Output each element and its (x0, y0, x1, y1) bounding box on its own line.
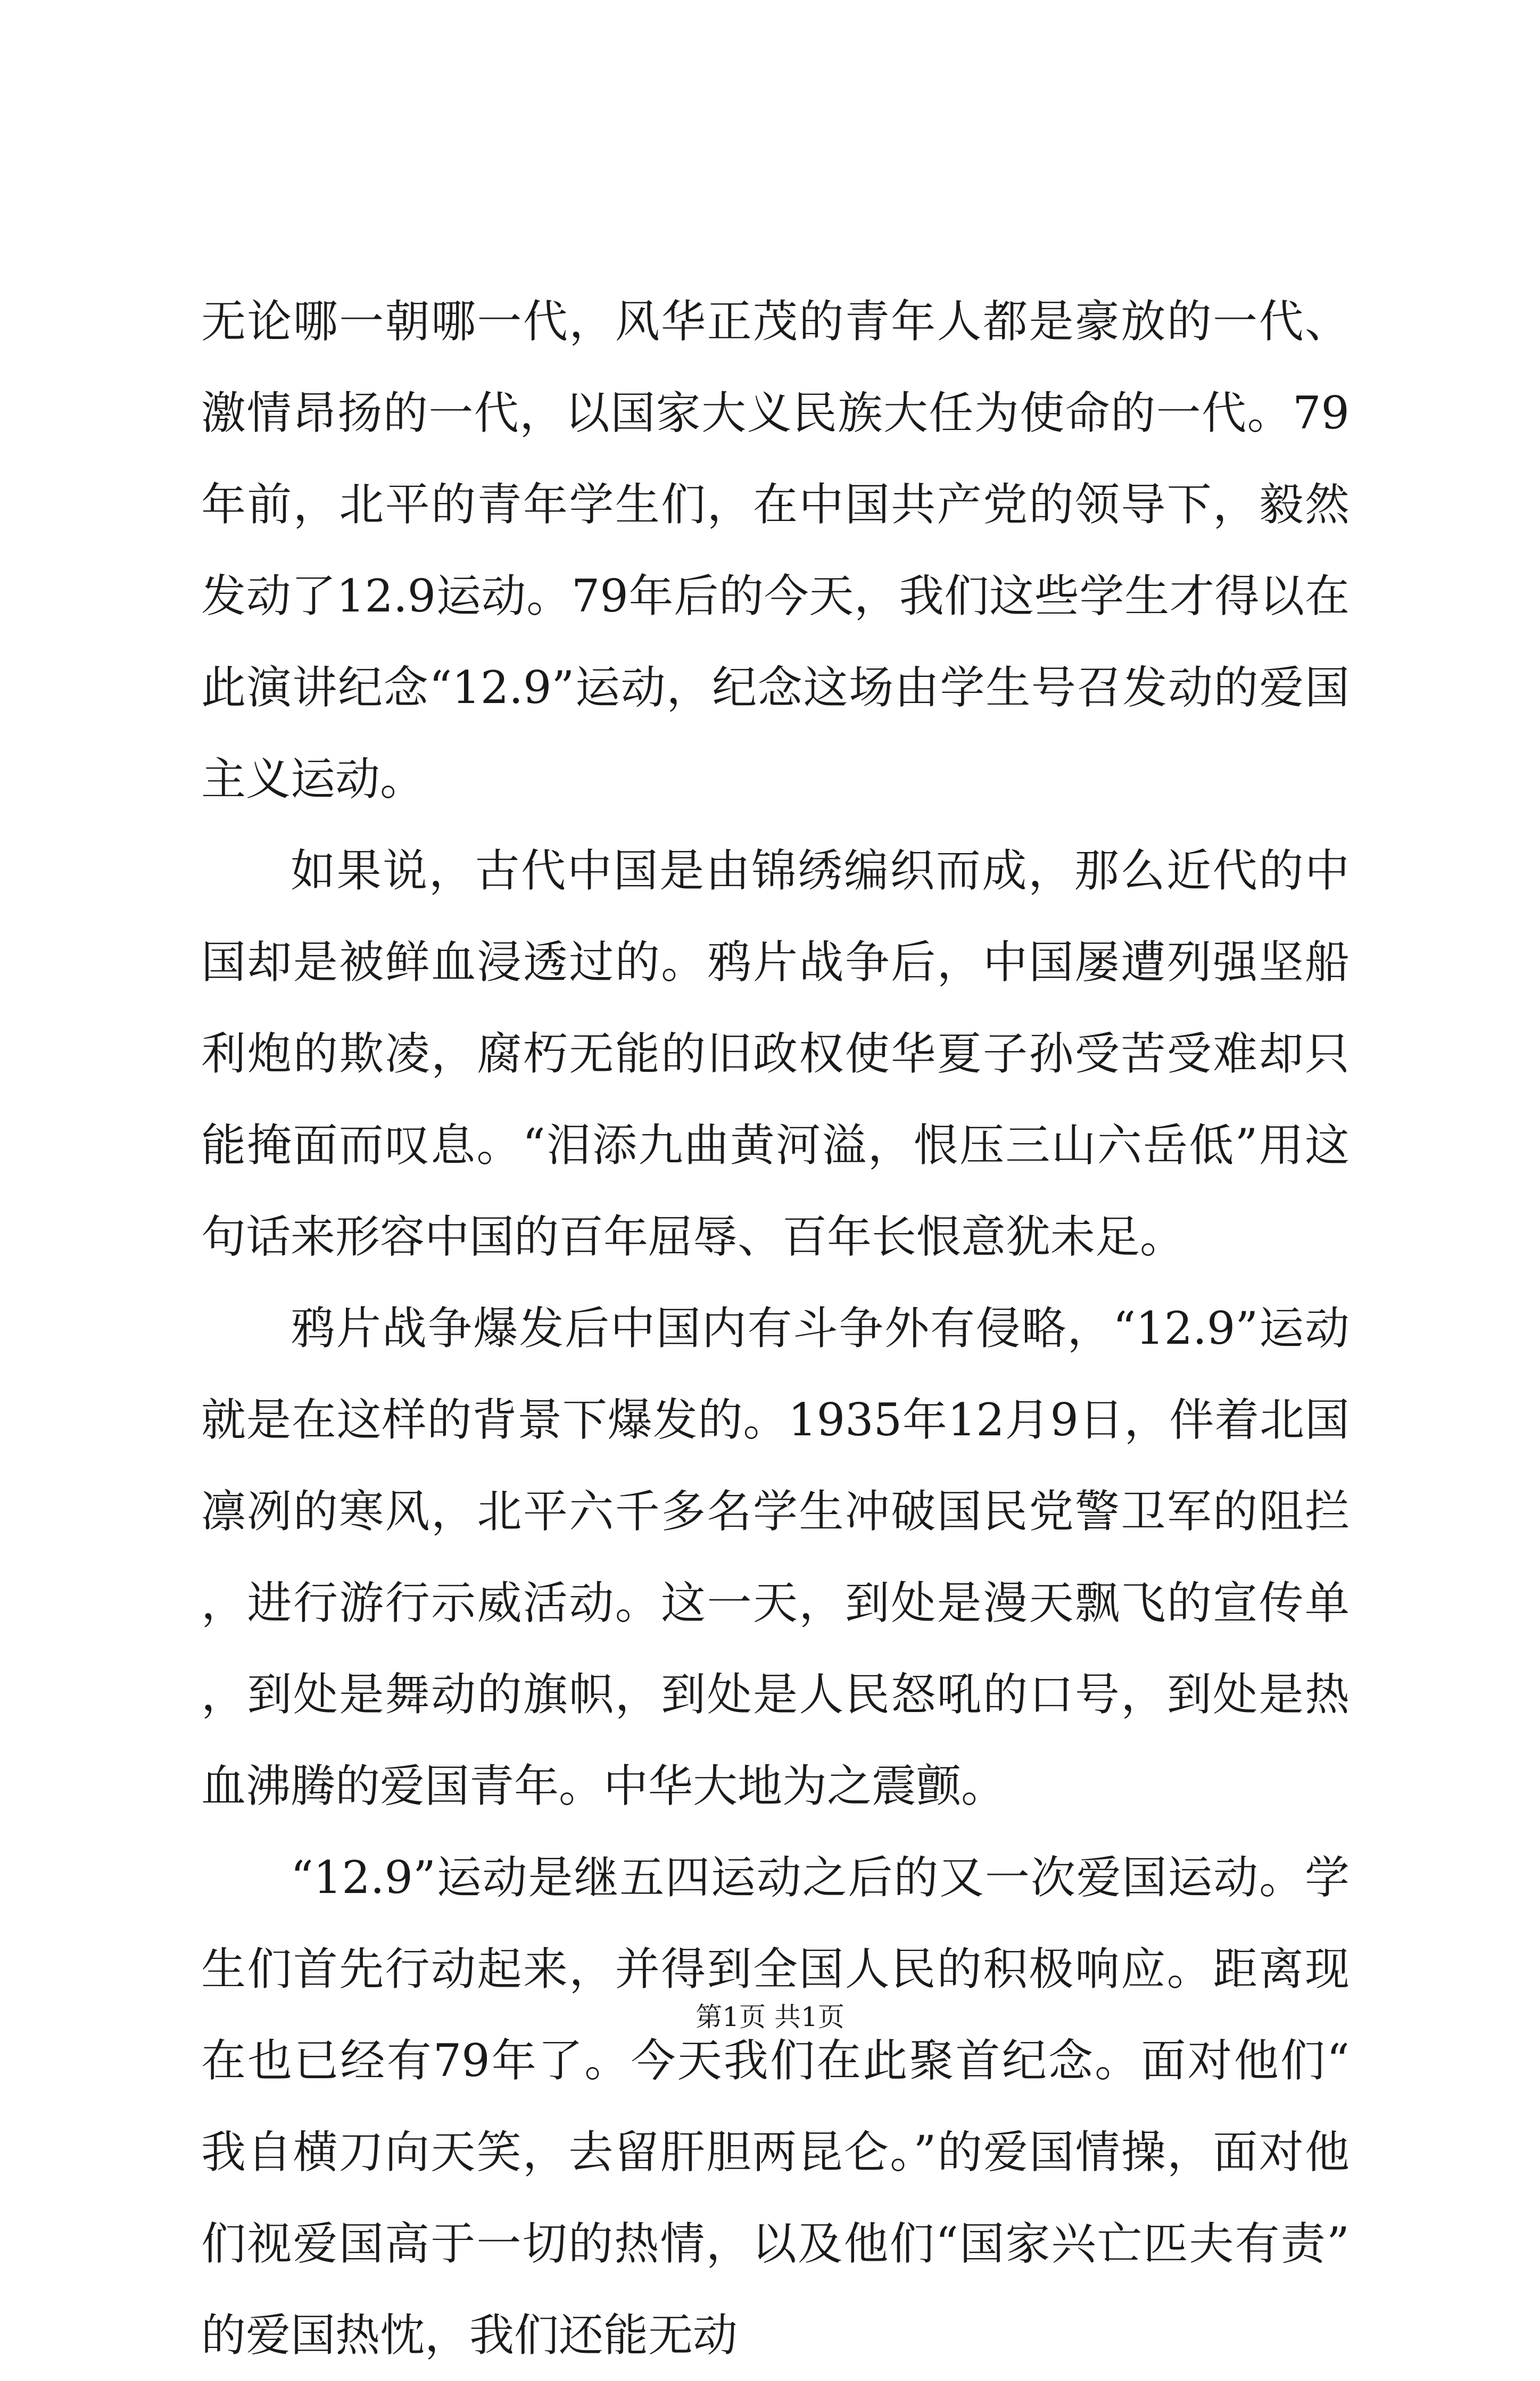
paragraph-1: 无论哪一朝哪一代，风华正茂的青年人都是豪放的一代、激情昂扬的一代，以国家大义民族大任为使命的一代。79年前，北平的青年学生们，在中国共产党的领导下，毅然发动了12.9运动。79年后的今天，我们这些学生才得以在此演讲纪念“12.9”运动，纪念这场由学生号召发动的爱国主义运动。 (201, 295, 1349, 805)
document-body (201, 276, 1349, 2381)
paragraph-2: 如果说，古代中国是由锦绣编织而成，那么近代的中国却是被鲜血浸透过的。鸦片战争后，中国屡遭列强坚船利炮的欺凌，腐朽无能的旧政权使华夏子孙受苦受难却只能掩面而叹息。“泪添九曲黄河溢，恨压三山六岳低”用这句话来形容中国的百年屈辱、百年长恨意犹未足。 (201, 845, 1349, 1263)
paragraph-3: 鸦片战争爆发后中国内有斗争外有侵略，“12.9”运动就是在这样的背景下爆发的。1935年12月9日，伴着北国凛冽的寒风，北平六千多名学生冲破国民党警卫军的阻拦，进行游行示威活动。这一天，到处是漫天飘飞的宣传单，到处是舞动的旗帜，到处是人民怒吼的口号，到处是热血沸腾的爱国青年。中华大地为之震颤。 (201, 1302, 1349, 1812)
paragraph-4: “12.9”运动是继五四运动之后的又一次爱国运动。学生们首先行动起来，并得到全国人民的积极响应。距离现在也已经有79年了。今天我们在此聚首纪念。面对他们“我自横刀向天笑，去留肝胆两昆仑。”的爱国情操，面对他们视爱国高于一切的热情，以及他们“国家兴亡匹夫有责”的爱国热忱，我们还能无动 (201, 1851, 1349, 2361)
page-footer: 第1页 共1页 (696, 2002, 844, 2032)
